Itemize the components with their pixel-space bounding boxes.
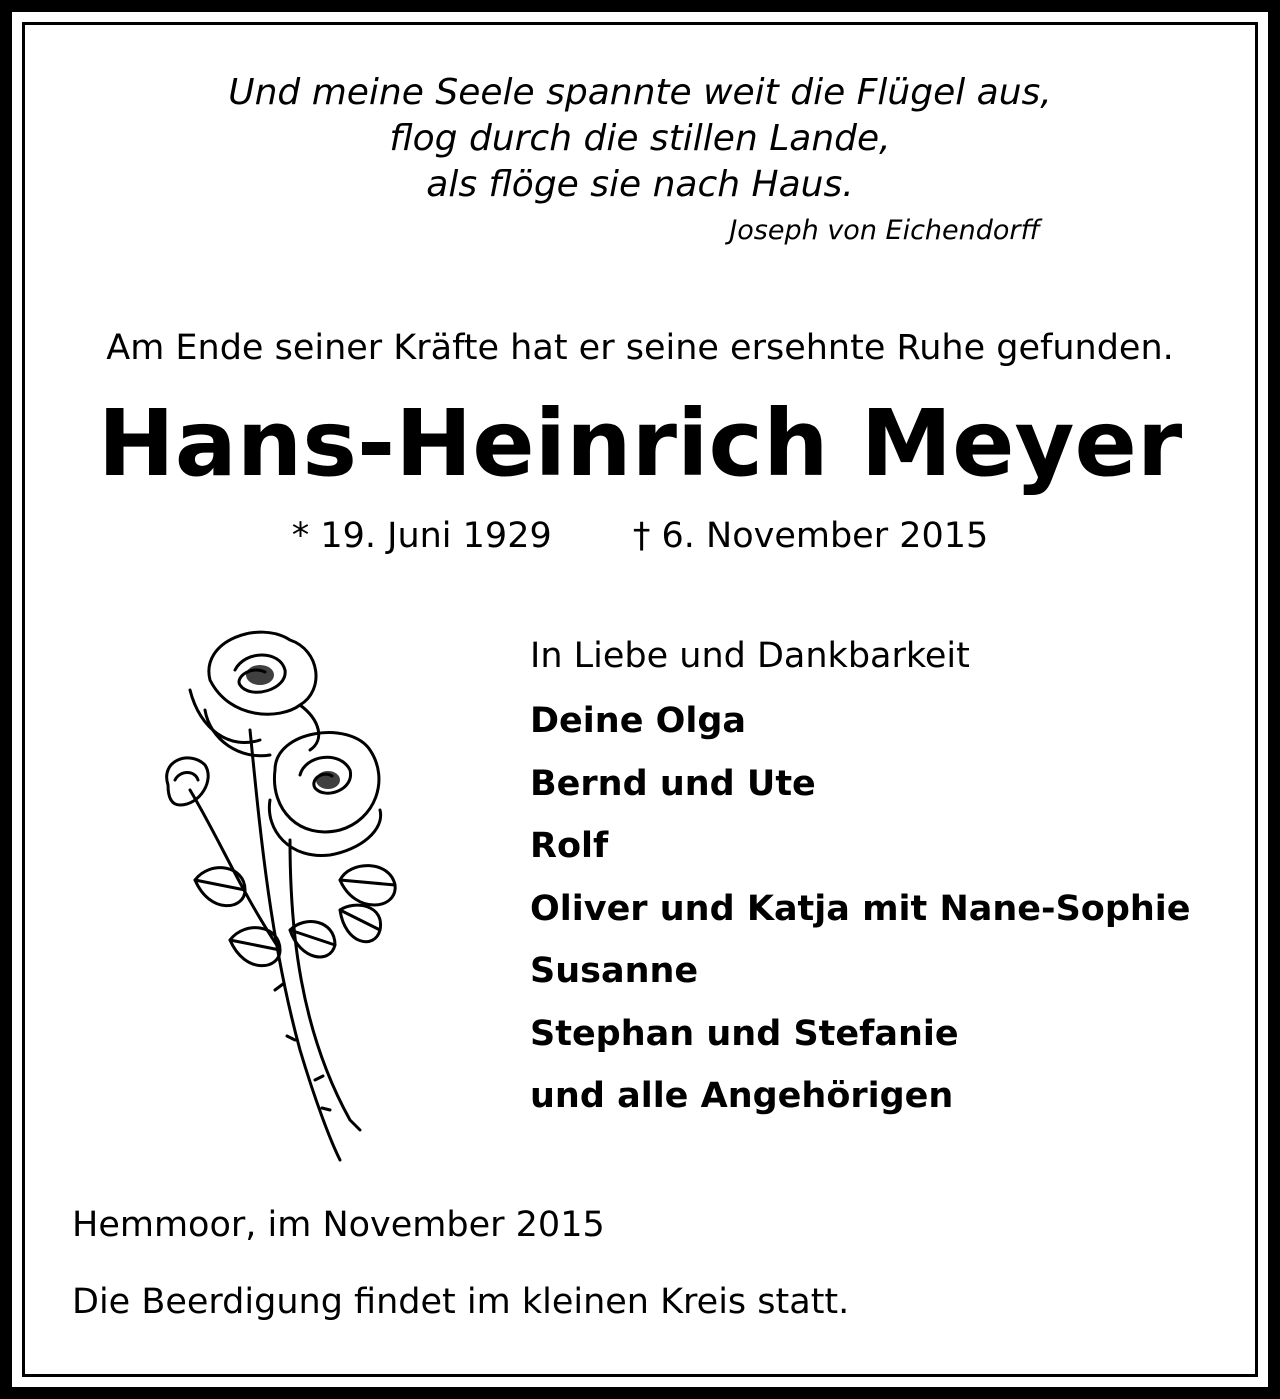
birth-date: * 19. Juni 1929 <box>291 516 552 556</box>
life-dates <box>0 516 1280 556</box>
rose-leaf <box>195 868 245 906</box>
poem-line: flog durch die stillen Lande, <box>389 118 891 159</box>
deceased-name: Hans-Heinrich Meyer <box>97 390 1183 497</box>
poem-line: Und meine Seele spannte weit die Flügel aus, <box>228 72 1052 113</box>
place-date: Hemmoor, im November 2015 <box>72 1205 605 1245</box>
mourner-name: Deine Olga <box>530 701 747 741</box>
mourners-block <box>530 636 1191 1128</box>
mourner-name: Rolf <box>530 826 609 866</box>
rose-illustration <box>150 610 410 1170</box>
mourners-intro: In Liebe und Dankbarkeit <box>530 636 970 676</box>
poem-line: als flöge sie nach Haus. <box>426 164 854 205</box>
poem-author: Joseph von Eichendorff <box>729 215 1040 246</box>
funeral-note: Die Beerdigung findet im kleinen Kreis statt. <box>72 1282 850 1322</box>
rose-bud <box>167 758 209 805</box>
rose-stem <box>290 840 360 1130</box>
mourner-name: Oliver und Katja mit Nane-Sophie <box>530 888 1191 929</box>
rose-leaf <box>340 905 381 942</box>
mourner-name: und alle Angehörigen <box>530 1076 954 1116</box>
intro-sentence: Am Ende seiner Kräfte hat er seine ersehnte Ruhe gefunden. <box>106 328 1174 368</box>
poem-quote <box>0 70 1280 208</box>
rose-leaf <box>230 928 280 966</box>
mourner-name: Bernd und Ute <box>530 763 816 804</box>
death-date: † 6. November 2015 <box>632 516 989 556</box>
mourner-name: Stephan und Stefanie <box>530 1013 959 1054</box>
mourner-name: Susanne <box>530 951 699 991</box>
